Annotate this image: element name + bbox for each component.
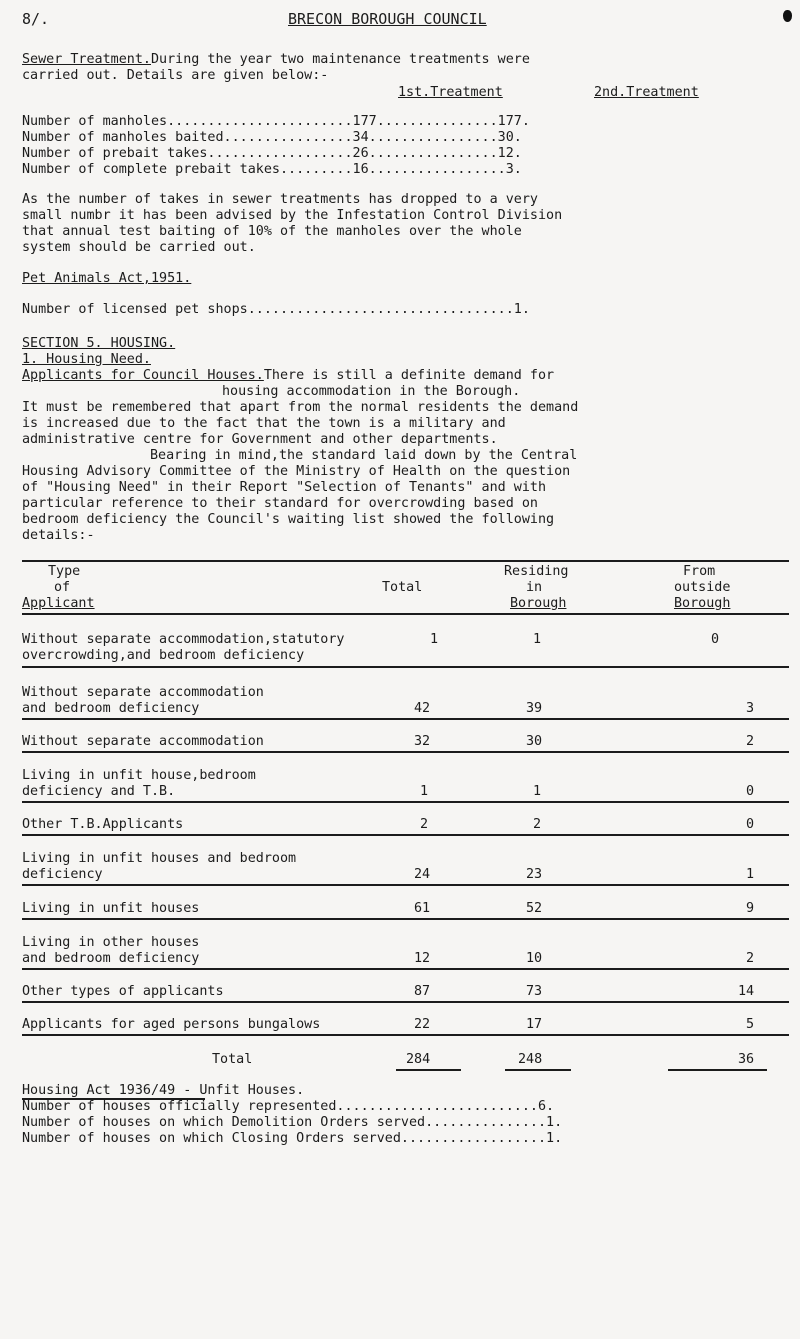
row-rule <box>22 718 789 720</box>
housing-para-line: details:- <box>22 528 95 543</box>
cell-outside: 9 <box>746 901 755 916</box>
cell-outside: 1 <box>746 867 755 882</box>
housing-para-line: Applicants for Council Houses.There is still a definite demand for <box>22 368 555 383</box>
table-row-label: Living in other houses <box>22 935 200 950</box>
total-underline <box>505 1069 571 1071</box>
table-row-label: Other T.B.Applicants <box>22 817 184 832</box>
cell-total: 2 <box>420 817 429 832</box>
cell-outside: 2 <box>746 951 755 966</box>
housing-para-line: bedroom deficiency the Council's waiting list showed the following <box>22 512 555 527</box>
row-rule <box>22 1034 789 1036</box>
cell-residing: 30 <box>526 734 543 749</box>
cell-residing: 17 <box>526 1017 543 1032</box>
table-row-label: deficiency <box>22 867 103 882</box>
housing-para-line: is increased due to the fact that the town is a military and <box>22 416 506 431</box>
housing-para-line: housing accommodation in the Borough. <box>222 384 521 399</box>
cell-total: 87 <box>414 984 431 999</box>
total-residing: 248 <box>518 1052 543 1067</box>
cell-outside: 2 <box>746 734 755 749</box>
cell-residing: 2 <box>533 817 542 832</box>
cell-residing: 1 <box>533 784 542 799</box>
col-1st-treatment: 1st.Treatment <box>398 85 503 100</box>
sewer-row: Number of manholes.......................177...............177. <box>22 114 530 129</box>
header-residing: in <box>526 580 543 595</box>
cell-residing: 10 <box>526 951 543 966</box>
cell-total: 24 <box>414 867 431 882</box>
cell-residing: 23 <box>526 867 543 882</box>
total-underline <box>396 1069 461 1071</box>
sewer-row: Number of prebait takes..................26................12. <box>22 146 522 161</box>
cell-residing: 39 <box>526 701 543 716</box>
cell-outside: 0 <box>746 817 755 832</box>
housing-para-line: Housing Advisory Committee of the Ministry of Health on the question <box>22 464 571 479</box>
table-row-label: deficiency and T.B. <box>22 784 176 799</box>
section-heading: SECTION 5. HOUSING. <box>22 336 176 351</box>
cell-total: 42 <box>414 701 431 716</box>
sewer-heading: Sewer Treatment. <box>22 52 151 67</box>
unfit-heading: Housing Act 1936/49 - Unfit Houses. <box>22 1083 305 1098</box>
table-row-label: Without separate accommodation <box>22 734 264 749</box>
row-rule <box>22 968 789 970</box>
cell-total: 32 <box>414 734 431 749</box>
header-type: of <box>54 580 71 595</box>
table-rule-top <box>22 560 789 562</box>
page-title: BRECON BOROUGH COUNCIL <box>288 10 487 28</box>
sewer-note: As the number of takes in sewer treatments has dropped to a very <box>22 192 538 207</box>
cell-outside: 5 <box>746 1017 755 1032</box>
sewer-note: that annual test baiting of 10% of the manholes over the whole <box>22 224 522 239</box>
header-residing: Residing <box>504 564 569 579</box>
header-from: From <box>683 564 716 579</box>
cell-total: 1 <box>420 784 429 799</box>
cell-residing: 52 <box>526 901 543 916</box>
header-type: Type <box>48 564 81 579</box>
row-rule <box>22 884 789 886</box>
applicants-label: Applicants for Council Houses. <box>22 368 264 383</box>
table-row-label: Without separate accommodation <box>22 685 264 700</box>
row-rule <box>22 918 789 920</box>
total-label: Total <box>212 1052 253 1067</box>
cell-residing: 1 <box>533 632 542 647</box>
cell-outside: 3 <box>746 701 755 716</box>
housing-para-line: Bearing in mind,the standard laid down by the Central <box>150 448 578 463</box>
sewer-row: Number of manholes baited................34................30. <box>22 130 522 145</box>
sewer-intro-line1: Sewer Treatment.During the year two maintenance treatments were <box>22 52 530 67</box>
pet-animals-heading: Pet Animals Act,1951. <box>22 271 192 286</box>
cell-residing: 73 <box>526 984 543 999</box>
col-2nd-treatment: 2nd.Treatment <box>594 85 699 100</box>
sewer-intro-line2: carried out. Details are given below:- <box>22 68 329 83</box>
total-outside: 36 <box>738 1052 755 1067</box>
cell-total: 1 <box>430 632 439 647</box>
sewer-note: small numbr it has been advised by the Infestation Control Division <box>22 208 563 223</box>
sewer-note: system should be carried out. <box>22 240 256 255</box>
table-row-label: Other types of applicants <box>22 984 224 999</box>
table-row-label: and bedroom deficiency <box>22 701 200 716</box>
cell-total: 12 <box>414 951 431 966</box>
total-total: 284 <box>406 1052 431 1067</box>
table-row-label: and bedroom deficiency <box>22 951 200 966</box>
table-row-label: Without separate accommodation,statutory <box>22 632 345 647</box>
cell-outside: 0 <box>746 784 755 799</box>
unfit-line: Number of houses on which Closing Orders served..................1. <box>22 1131 563 1146</box>
header-from: Borough <box>674 596 731 611</box>
housing-para-line: of "Housing Need" in their Report "Selection of Tenants" and with <box>22 480 547 495</box>
sewer-row: Number of complete prebait takes.........16.................3. <box>22 162 522 177</box>
page-number: 8/. <box>22 10 50 28</box>
table-row-label: Applicants for aged persons bungalows <box>22 1017 321 1032</box>
table-row-label: Living in unfit houses <box>22 901 200 916</box>
row-rule <box>22 751 789 753</box>
housing-para-line: particular reference to their standard for overcrowding based on <box>22 496 538 511</box>
pet-shops-line: Number of licensed pet shops.................................1. <box>22 302 530 317</box>
header-total: Total <box>382 580 423 595</box>
row-rule <box>22 801 789 803</box>
header-type: Applicant <box>22 596 95 611</box>
row-rule <box>22 666 789 668</box>
housing-para-line: administrative centre for Government and other departments. <box>22 432 498 447</box>
table-rule-header <box>22 613 789 615</box>
unfit-line: Number of houses on which Demolition Orders served...............1. <box>22 1115 563 1130</box>
ink-mark <box>783 10 792 22</box>
row-rule <box>22 1001 789 1003</box>
header-from: outside <box>674 580 731 595</box>
cell-total: 22 <box>414 1017 431 1032</box>
unfit-line: Number of houses officially represented.........................6. <box>22 1099 555 1114</box>
cell-outside: 0 <box>711 632 720 647</box>
housing-para-line: It must be remembered that apart from the normal residents the demand <box>22 400 579 415</box>
subsection-heading: 1. Housing Need. <box>22 352 151 367</box>
row-rule <box>22 834 789 836</box>
total-underline <box>668 1069 767 1071</box>
table-row-label: overcrowding,and bedroom deficiency <box>22 648 305 663</box>
cell-outside: 14 <box>738 984 755 999</box>
table-row-label: Living in unfit house,bedroom <box>22 768 256 783</box>
cell-total: 61 <box>414 901 431 916</box>
table-row-label: Living in unfit houses and bedroom <box>22 851 297 866</box>
header-residing: Borough <box>510 596 567 611</box>
